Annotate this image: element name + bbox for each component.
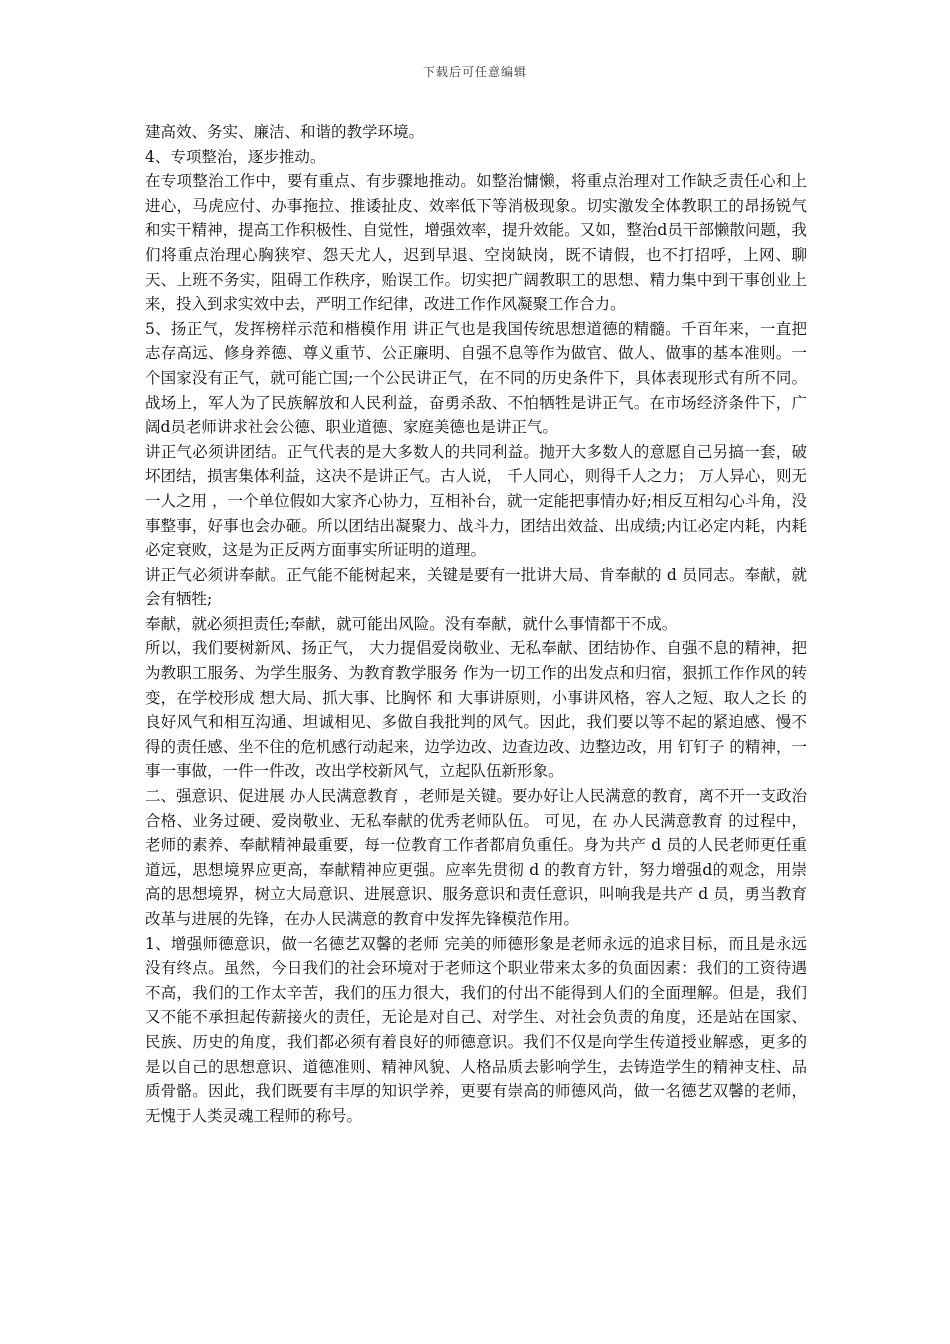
paragraph: 所以，我们要树新风、扬正气， 大力提倡爱岗敬业、无私奉献、团结协作、自强不息的精神，把 为教职工服务、为学生服务、为教育教学服务 作为一切工作的出发点和归宿，狠抓工作作风的转变，在学校形成 想大局、抓大事、比胸怀 和 大事讲原则，小事讲风格，容人之短、取人之长 的良好风气和相互沟通、坦诚相见、多做自我批判的风气。因此，我们要以等不起的紧迫感、慢不得的责任感、坐不住的危机感行动起来，边学边改、边查边改、边整边改，用 钉钉子 的精神，一事一事做，一件一件改，改出学校新风气，立起队伍新形象。 [145,639,807,781]
paragraph: 在专项整治工作中，要有重点、有步骤地推动。如整治慵懒，将重点治理对工作缺乏责任心和上进心，马虎应付、办事拖拉、推诿扯皮、效率低下等消极现象。切实激发全体教职工的昂扬锐气和实干精神，提高工作积极性、自觉性，增强效率，提升效能。又如，整治d员干部懒散问题，我们将重点治理心胸狭窄、怨天尤人，迟到早退、空岗缺岗，既不请假，也不打招呼，上网、聊天、上班不务实，阻碍工作秩序，贻误工作。切实把广阔教职工的思想、精力集中到干事创业上来，投入到求实效中去，严明工作纪律，改进工作作风凝聚工作合力。 [145,172,807,314]
paragraph: 奉献，就必须担责任;奉献，就可能出风险。没有奉献，就什么事情都干不成。 [145,614,678,633]
page-header: 下载后可任意编辑 [422,65,527,79]
paragraph: 1、增强师德意识，做一名德艺双馨的老师 完美的师德形象是老师永远的追求目标，而且是永远没有终点。虽然，今日我们的社会环境对于老师这个职业带来太多的负面因素：我们的工资待遇不高，我们的工作太辛苦，我们的压力很大，我们的付出不能得到人们的全面理解。但是，我们又不能不承担起传薪接火的责任，无论是对自己、对学生、对社会负责的角度，还是站在国家、民族、历史的角度，我们都必须有着良好的师德意识。我们不仅是向学生传道授业解惑，更多的是以自己的思想意识、道德准则、精神风貌、人格品质去影响学生，去铸造学生的精神支柱、品质骨骼。因此，我们既要有丰厚的知识学养，更要有崇高的师德风尚，做一名德艺双馨的老师，无愧于人类灵魂工程师的称号。 [145,934,807,1125]
paragraph: 5、扬正气，发挥榜样示范和楷模作用 讲正气也是我国传统思想道德的精髓。千百年来，一直把志存高远、修身养德、尊义重节、公正廉明、自强不息等作为做官、做人、做事的基本准则。一个国家没有正气，就可能亡国;一个公民讲正气，在不同的历史条件下，具体表现形式有所不同。战场上，军人为了民族解放和人民利益，奋勇杀敌、不怕牺牲是讲正气。在市场经济条件下，广阔d员老师讲求社会公德、职业道德、家庭美德也是讲正气。 [145,319,807,437]
paragraph: 建高效、务实、廉洁、和谐的教学环境。 [145,123,425,141]
paragraph: 4、专项整治，逐步推动。 [145,147,326,166]
paragraph: 讲正气必须讲奉献。正气能不能树起来，关键是要有一批讲大局、肯奉献的 d 员同志。奉献，就会有牺牲; [145,565,807,609]
paragraph: 二、强意识、促进展 办人民满意教育 ，老师是关键。要办好让人民满意的教育，离不开一支政治合格、业务过硬、爱岗敬业、无私奉献的优秀老师队伍。 可见，在 办人民满意教育 的过程中，老师的素养、奉献精神最重要，每一位教育工作者都肩负重任。身为共产 d 员的人民老师更任重道远，思想境界应更高，奉献精神应更强。应率先贯彻 d 的教育方针，努力增强d的观念，用崇高的思想境界，树立大局意识、进展意识、服务意识和责任意识，叫响我是共产 d 员，勇当教育改革与进展的先锋，在办人民满意的教育中发挥先锋模范作用。 [145,787,807,928]
document-body [145,120,807,1128]
paragraph: 讲正气必须讲团结。正气代表的是大多数人的共同利益。抛开大多数人的意愿自己另搞一套，破坏团结，损害集体利益，这决不是讲正气。古人说， 千人同心，则得千人之力； 万人异心，则无一人之用 ，一个单位假如大家齐心协力，互相补台，就一定能把事情办好;相反互相勾心斗角，没事整事，好事也会办砸。所以团结出凝聚力、战斗力，团结出效益、出成绩;内讧必定内耗，内耗必定衰败，这是为正反两方面事实所证明的道理。 [145,442,807,560]
